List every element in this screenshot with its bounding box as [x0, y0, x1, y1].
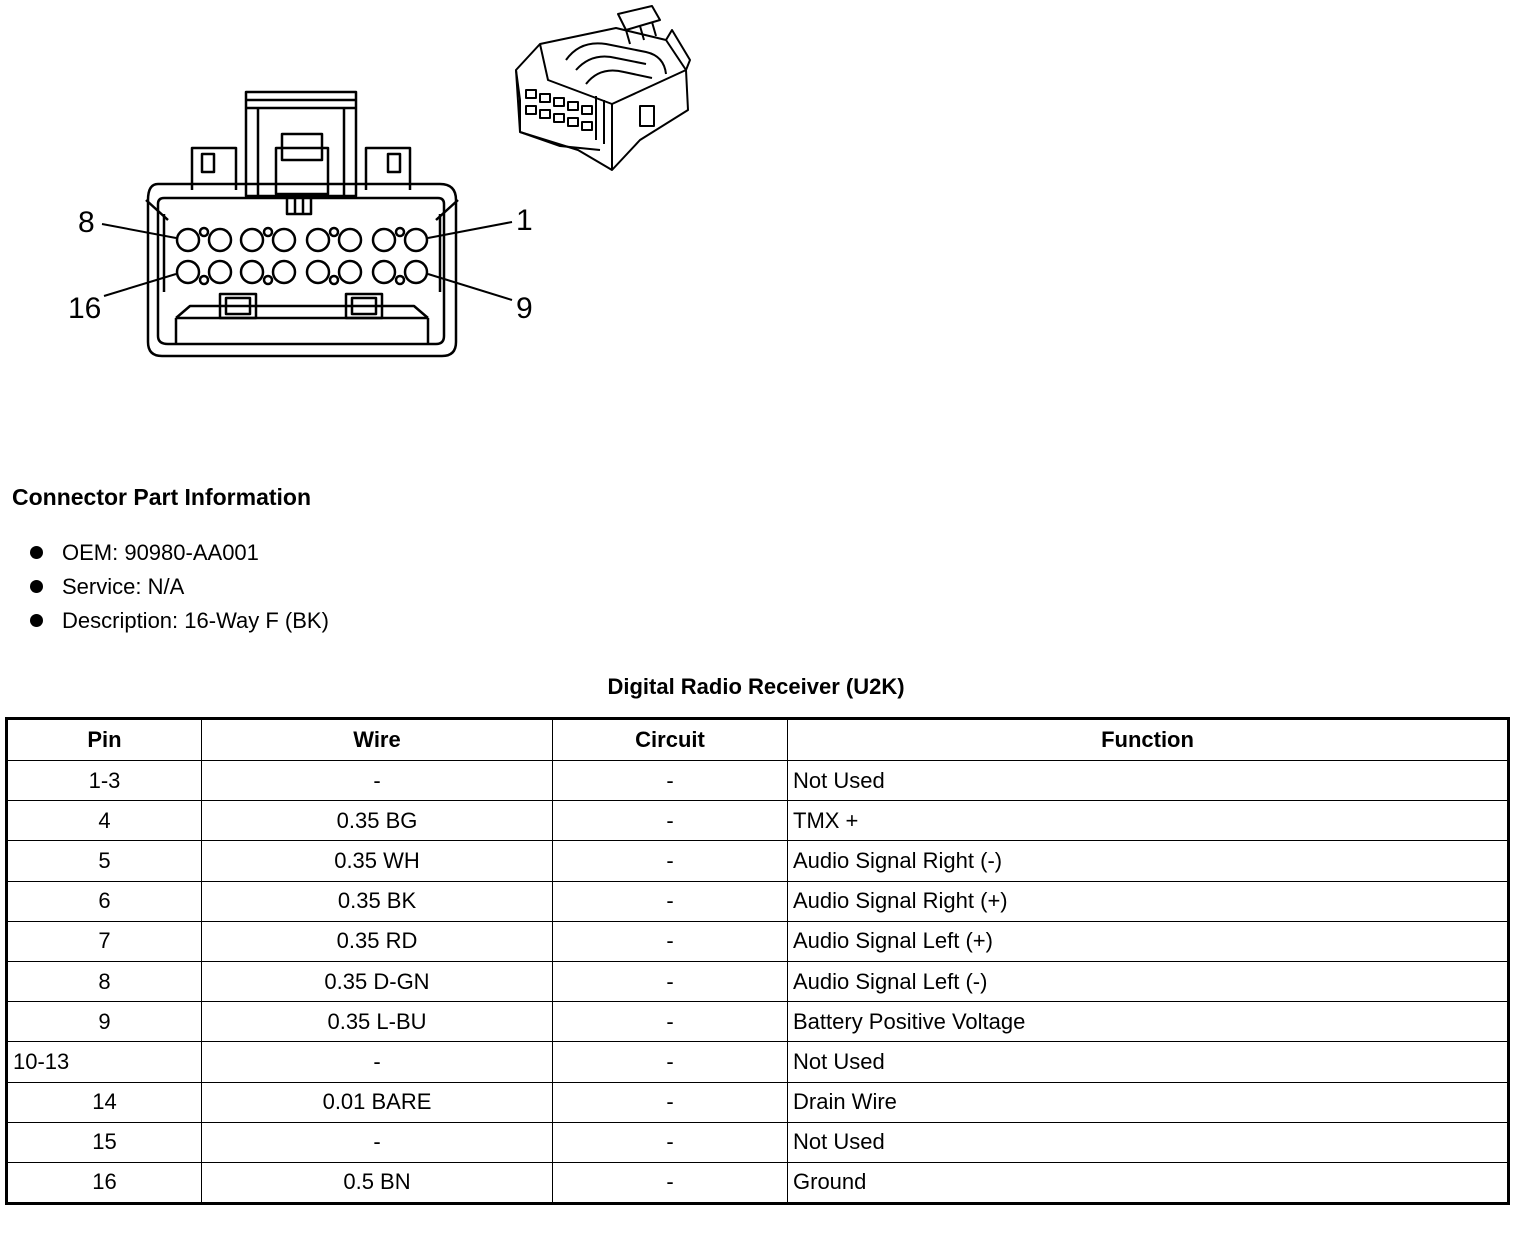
cell-function: Not Used	[788, 761, 1509, 801]
cell-pin: 10-13	[7, 1042, 202, 1082]
cell-wire: 0.35 WH	[202, 841, 553, 881]
cell-pin: 1-3	[7, 761, 202, 801]
cell-circuit: -	[553, 1042, 788, 1082]
table-row	[7, 761, 1509, 801]
cell-wire: 0.35 RD	[202, 921, 553, 961]
cell-wire: -	[202, 1042, 553, 1082]
list-item-service	[30, 572, 329, 606]
bullet-icon	[30, 546, 43, 559]
connector-part-information-heading: Connector Part Information	[12, 484, 312, 510]
cell-pin: 9	[7, 1002, 202, 1042]
header-function: Function	[788, 719, 1509, 761]
table-row	[7, 921, 1509, 961]
cell-wire: 0.35 BG	[202, 801, 553, 841]
table-row	[7, 801, 1509, 841]
table-row	[7, 1122, 1509, 1162]
cell-circuit: -	[553, 801, 788, 841]
cell-function: Not Used	[788, 1122, 1509, 1162]
table-row	[7, 1082, 1509, 1122]
cell-circuit: -	[553, 1082, 788, 1122]
cell-circuit: -	[553, 921, 788, 961]
cell-circuit: -	[553, 761, 788, 801]
cell-function: Audio Signal Right (-)	[788, 841, 1509, 881]
cell-pin: 14	[7, 1082, 202, 1122]
table-row	[7, 961, 1509, 1001]
cell-function: Audio Signal Left (-)	[788, 961, 1509, 1001]
table-row	[7, 1162, 1509, 1203]
cell-pin: 4	[7, 801, 202, 841]
cell-function: Battery Positive Voltage	[788, 1002, 1509, 1042]
connector-part-info-list	[30, 538, 329, 640]
table-row	[7, 1002, 1509, 1042]
cell-circuit: -	[553, 1002, 788, 1042]
cell-wire: 0.01 BARE	[202, 1082, 553, 1122]
table-title: Digital Radio Receiver (U2K)	[607, 674, 905, 699]
cell-pin: 8	[7, 961, 202, 1001]
header-pin: Pin	[7, 719, 202, 761]
cell-pin: 5	[7, 841, 202, 881]
table-row	[7, 1042, 1509, 1082]
pin-label-9: 9	[516, 292, 533, 325]
connector-diagram	[0, 0, 760, 400]
cell-circuit: -	[553, 961, 788, 1001]
service-text: Service: N/A	[62, 574, 185, 599]
pin-label-1: 1	[516, 204, 533, 237]
pin-cavities-bottom-row	[177, 261, 427, 284]
cell-pin: 7	[7, 921, 202, 961]
pin-cavities-top-row	[177, 228, 427, 251]
cell-circuit: -	[553, 841, 788, 881]
cell-circuit: -	[553, 1122, 788, 1162]
cell-wire: 0.35 L-BU	[202, 1002, 553, 1042]
header-wire: Wire	[202, 719, 553, 761]
cell-pin: 15	[7, 1122, 202, 1162]
table-row	[7, 881, 1509, 921]
oem-text: OEM: 90980-AA001	[62, 540, 259, 565]
cell-circuit: -	[553, 1162, 788, 1203]
pin-label-8: 8	[78, 206, 95, 239]
cell-wire: 0.5 BN	[202, 1162, 553, 1203]
connector-latch	[246, 92, 356, 214]
cell-wire: 0.35 BK	[202, 881, 553, 921]
cell-wire: -	[202, 761, 553, 801]
cell-pin: 6	[7, 881, 202, 921]
description-text: Description: 16-Way F (BK)	[62, 608, 329, 633]
cell-circuit: -	[553, 881, 788, 921]
table-row	[7, 841, 1509, 881]
table-header-row	[7, 719, 1509, 761]
pin-label-16: 16	[68, 292, 102, 325]
cell-function: Drain Wire	[788, 1082, 1509, 1122]
header-circuit: Circuit	[553, 719, 788, 761]
bullet-icon	[30, 580, 43, 593]
cell-pin: 16	[7, 1162, 202, 1203]
pin-table	[5, 717, 1510, 1205]
cell-function: TMX +	[788, 801, 1509, 841]
cell-function: Ground	[788, 1162, 1509, 1203]
list-item-description	[30, 606, 329, 640]
list-item-oem	[30, 538, 329, 572]
cell-function: Audio Signal Right (+)	[788, 881, 1509, 921]
bullet-icon	[30, 614, 43, 627]
cell-wire: -	[202, 1122, 553, 1162]
cell-wire: 0.35 D-GN	[202, 961, 553, 1001]
cell-function: Not Used	[788, 1042, 1509, 1082]
connector-isometric-view	[516, 6, 690, 170]
cell-function: Audio Signal Left (+)	[788, 921, 1509, 961]
